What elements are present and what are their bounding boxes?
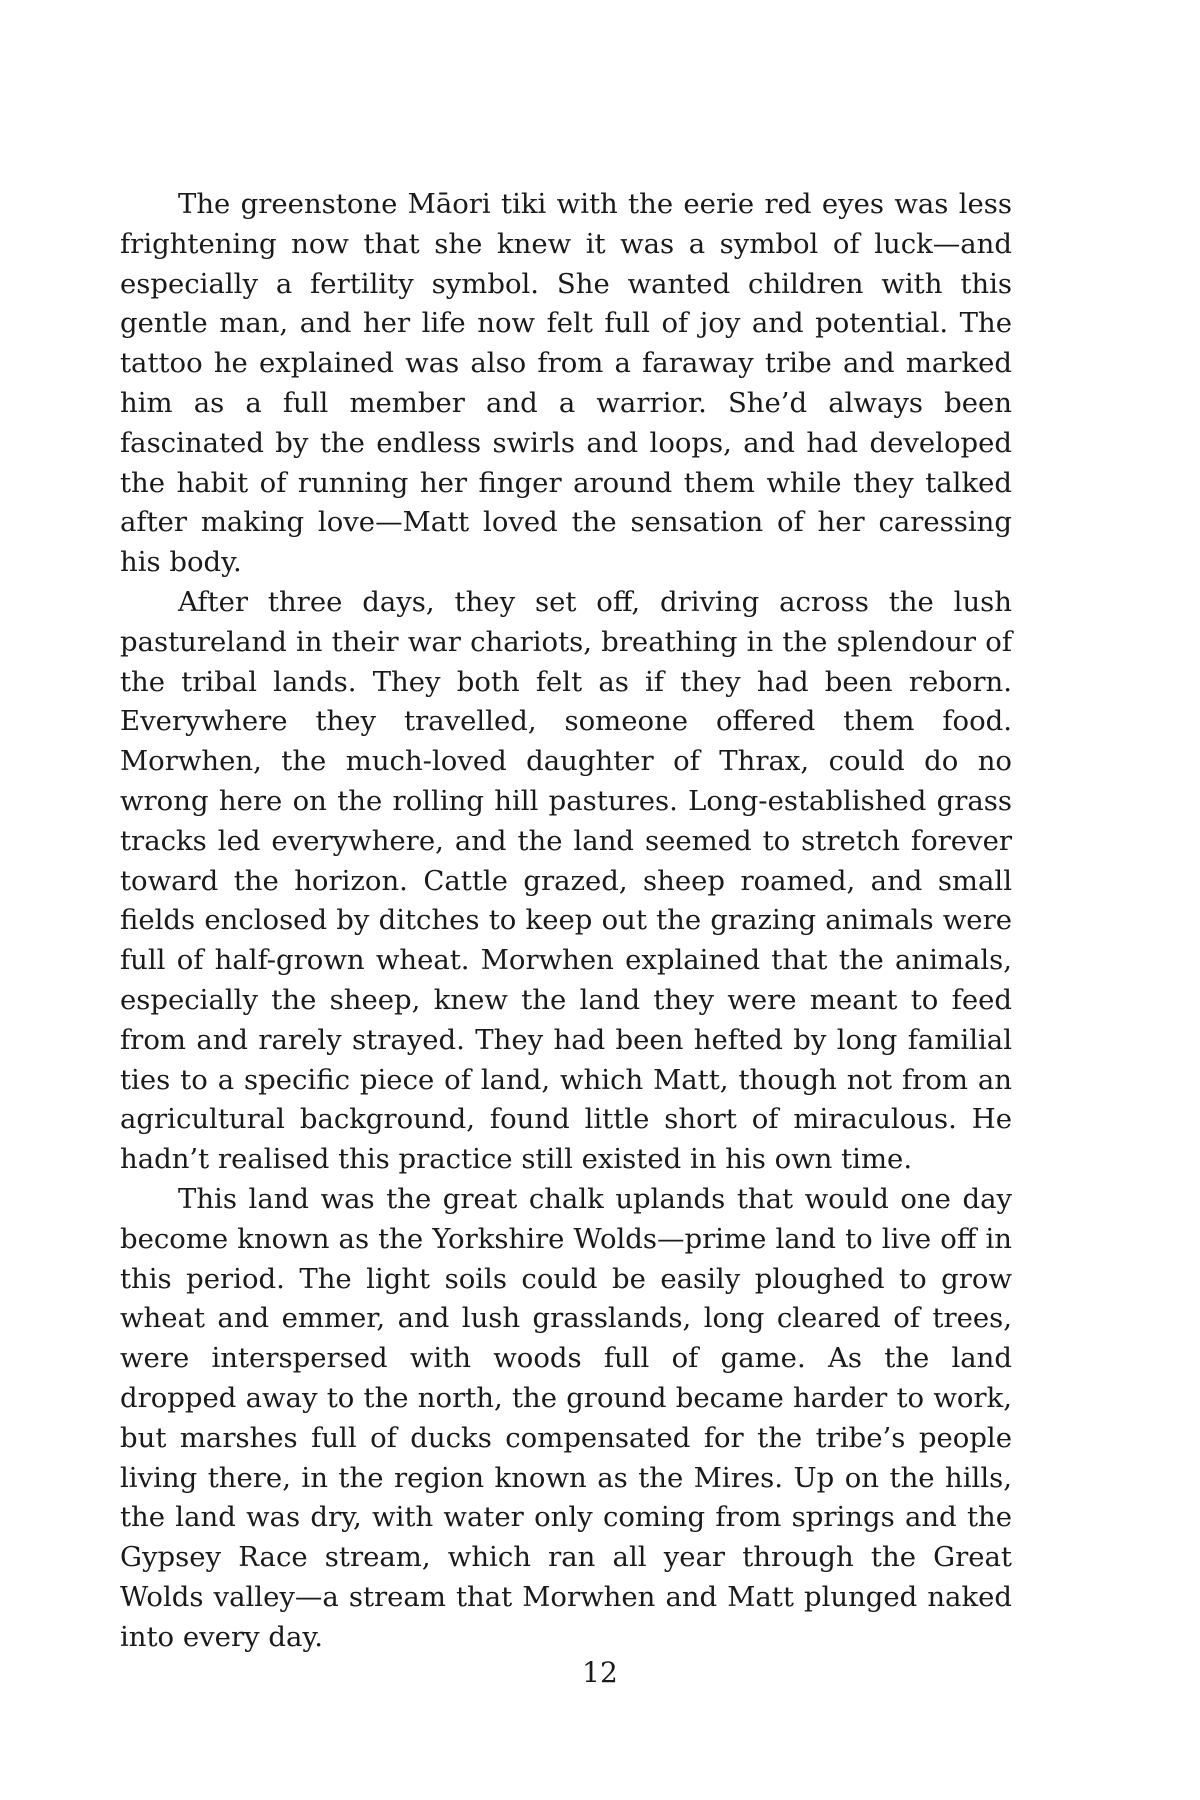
body-text (120, 185, 1012, 1657)
paragraph-3: This land was the great chalk uplands that would one day become known as the Yorkshire Wolds—prime land to live off in this period. The light soils could be easily ploughed to grow wheat and emmer, and lush grasslands, long cleared of trees, were interspersed with woods full of game. As the land dropped away to the north, the ground became harder to work, but marshes full of ducks compensated for the tribe’s people living there, in the region known as the Mires. Up on the hills, the land was dry, with water only coming from springs and the Gypsey Race stream, which ran all year through the Great Wolds valley—a stream that Morwhen and Matt plunged naked into every day. (120, 1182, 1012, 1653)
paragraph-1: The greenstone Māori tiki with the eerie red eyes was less frightening now that she knew it was a symbol of luck—and especially a fertility symbol. She wanted children with this gentle man, and her life now felt full of joy and potential. The tattoo he explained was also from a faraway tribe and marked him as a full member and a warrior. She’d always been fascinated by the endless swirls and loops, and had developed the habit of running her finger around them while they talked after making love—Matt loved the sensation of her caressing his body. (120, 188, 1012, 579)
paragraph-2: After three days, they set off, driving across the lush pastureland in their war chariots, breathing in the splendour of the tribal lands. They both felt as if they had been reborn. Everywhere they travelled, someone offered them food. Morwhen, the much-loved daughter of Thrax, could do no wrong here on the rolling hill pastures. Long-established grass tracks led everywhere, and the land seemed to stretch forever toward the horizon. Cattle grazed, sheep roamed, and small fields enclosed by ditches to keep out the grazing animals were full of half-grown wheat. Morwhen explained that the animals, especially the sheep, knew the land they were meant to feed from and rarely strayed. They had been hefted by long familial ties to a specific piece of land, which Matt, though not from an agricultural background, found little short of miraculous. He hadn’t realised this practice still existed in his own time. (120, 585, 1012, 1176)
page-number: 12 (582, 1656, 618, 1689)
